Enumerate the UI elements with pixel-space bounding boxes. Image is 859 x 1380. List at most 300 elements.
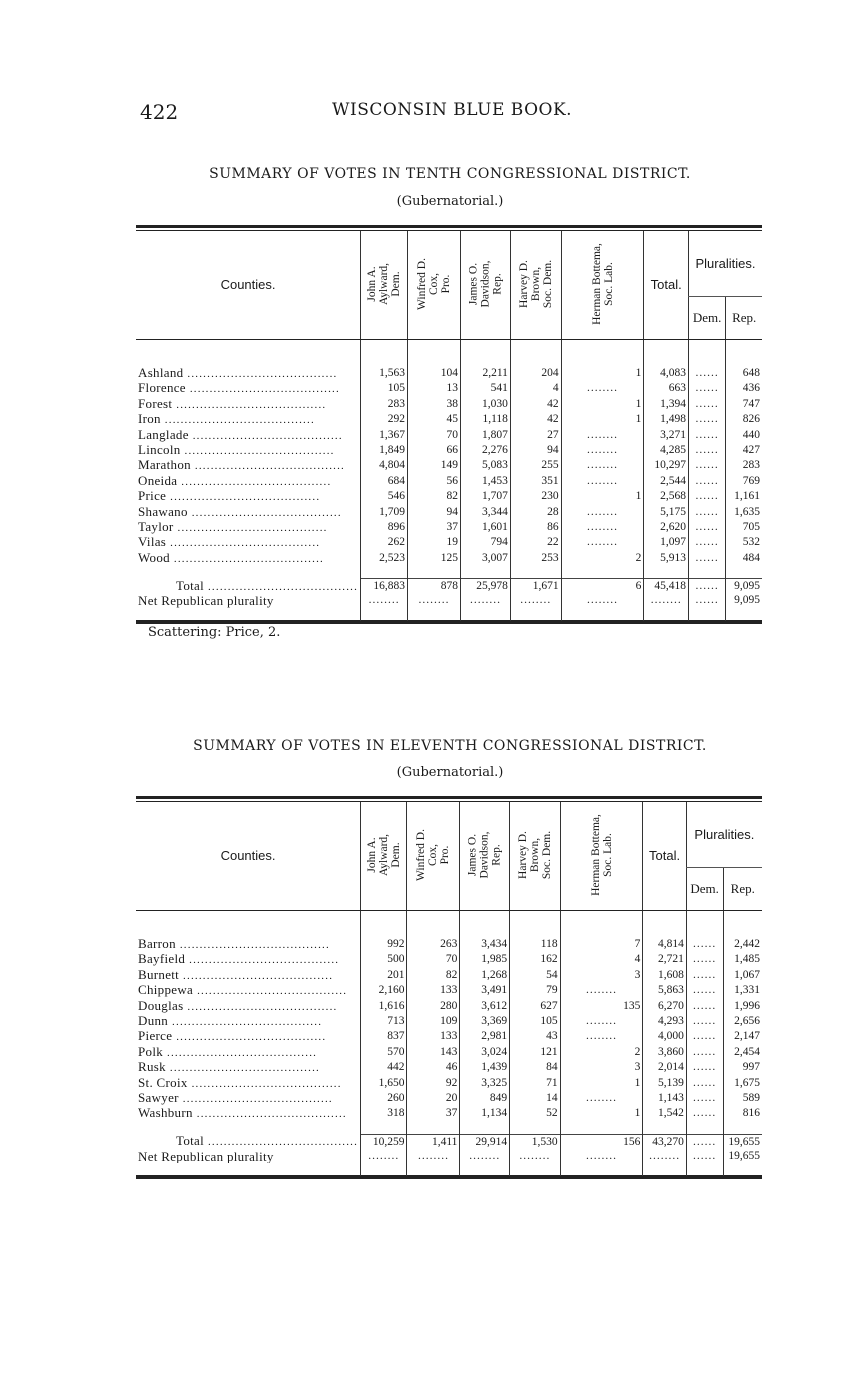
county-name: Ashland ..... xyxy=(136,366,361,381)
county-name: Wood ..... xyxy=(136,551,361,566)
candidate-name: Harvey D. Brown, Soc. Dem. xyxy=(517,260,554,309)
county-name: Forest ..... xyxy=(136,397,361,412)
cell-rep: 484 xyxy=(726,551,762,566)
cell-v4: 351 xyxy=(510,474,561,489)
cell-v1: 1,849 xyxy=(361,443,408,458)
cell-v5: ........ xyxy=(560,983,643,998)
cell-total: 4,000 xyxy=(643,1029,686,1044)
cell-v4: 204 xyxy=(510,366,561,381)
cell-v4: 42 xyxy=(510,412,561,427)
county-name: Bayfield ..... xyxy=(136,952,361,967)
cell-v1: 318 xyxy=(361,1106,407,1121)
cell-v1: ........ xyxy=(361,594,408,607)
cell-v5: ........ xyxy=(560,1150,643,1163)
cell-v1: 1,650 xyxy=(361,1076,407,1091)
cell-total: 43,270 xyxy=(643,1134,686,1149)
net-plurality-row xyxy=(136,1150,762,1163)
cell-v2: 46 xyxy=(407,1060,460,1075)
cell-v2: 13 xyxy=(408,381,461,396)
cell-v3: 2,211 xyxy=(460,366,510,381)
cell-v5: ........ xyxy=(561,428,644,443)
cell-v5: ........ xyxy=(561,443,644,458)
cell-v3: ........ xyxy=(460,594,510,607)
cell-v5: ........ xyxy=(561,505,644,520)
cell-rep: 1,675 xyxy=(723,1076,762,1091)
cell-rep: 2,147 xyxy=(723,1029,762,1044)
cell-v4: 121 xyxy=(510,1045,561,1060)
cell-v5: 1 xyxy=(560,1106,643,1121)
cell-v3: 2,981 xyxy=(460,1029,510,1044)
cell-v4: 230 xyxy=(510,489,561,504)
candidate-header-bottema xyxy=(561,231,644,340)
cell-total: 2,620 xyxy=(644,520,689,535)
county-name: Washburn ..... xyxy=(136,1106,361,1121)
cell-total: 3,860 xyxy=(643,1045,686,1060)
cell-v5: ........ xyxy=(560,1091,643,1106)
table-row xyxy=(136,397,762,412)
cell-total: 10,297 xyxy=(644,458,689,473)
cell-v1: 546 xyxy=(361,489,408,504)
cell-v1: 16,883 xyxy=(361,579,408,594)
county-name: Douglas ..... xyxy=(136,999,361,1014)
cell-v4: 14 xyxy=(510,1091,561,1106)
table-row xyxy=(136,999,762,1014)
cell-rep: 997 xyxy=(723,1060,762,1075)
cell-v3: 1,118 xyxy=(460,412,510,427)
cell-v2: 37 xyxy=(408,520,461,535)
cell-rep: 1,331 xyxy=(723,983,762,998)
cell-v1: 10,259 xyxy=(361,1134,407,1149)
cell-v5: ........ xyxy=(561,458,644,473)
cell-v2: 37 xyxy=(407,1106,460,1121)
cell-v5: 6 xyxy=(561,579,644,594)
cell-total: ........ xyxy=(643,1150,686,1163)
rep-plurality-header: Rep. xyxy=(723,867,762,910)
pluralities-header: Pluralities. xyxy=(688,231,762,297)
cell-rep: 769 xyxy=(726,474,762,489)
table-subtitle-tenth: (Gubernatorial.) xyxy=(396,194,504,209)
cell-dem: ...... xyxy=(688,520,725,535)
cell-dem: ...... xyxy=(688,474,725,489)
cell-v3: 25,978 xyxy=(460,579,510,594)
cell-v2: 70 xyxy=(407,952,460,967)
county-name: Burnett ..... xyxy=(136,968,361,983)
cell-v3: ........ xyxy=(460,1150,510,1163)
cell-rep: 589 xyxy=(723,1091,762,1106)
candidate-header-brown xyxy=(510,231,561,340)
cell-v1: 684 xyxy=(361,474,408,489)
cell-v4: 42 xyxy=(510,397,561,412)
page-number: 422 xyxy=(140,100,179,124)
table-row xyxy=(136,1076,762,1091)
cell-v1: 2,523 xyxy=(361,551,408,566)
cell-rep: 1,996 xyxy=(723,999,762,1014)
table-row xyxy=(136,489,762,504)
cell-rep: 705 xyxy=(726,520,762,535)
cell-v4: 28 xyxy=(510,505,561,520)
cell-rep: 2,656 xyxy=(723,1014,762,1029)
cell-total: 5,913 xyxy=(644,551,689,566)
candidate-header-cox xyxy=(408,231,461,340)
cell-v4: 86 xyxy=(510,520,561,535)
cell-v4: 1,671 xyxy=(510,579,561,594)
cell-dem: ...... xyxy=(688,489,725,504)
cell-dem: ...... xyxy=(688,443,725,458)
county-name: Taylor ..... xyxy=(136,520,361,535)
table-row xyxy=(136,1045,762,1060)
cell-dem: ...... xyxy=(688,505,725,520)
table-row xyxy=(136,1060,762,1075)
cell-v5: ........ xyxy=(560,1014,643,1029)
cell-total: 1,097 xyxy=(644,535,689,550)
cell-v1: 283 xyxy=(361,397,408,412)
table-row xyxy=(136,937,762,952)
table-row xyxy=(136,458,762,473)
tenth-district-rows xyxy=(136,340,762,623)
candidate-name: John A. Aylward, Dem. xyxy=(365,834,402,877)
county-name: Iron ..... xyxy=(136,412,361,427)
cell-rep: 9,095 xyxy=(726,594,762,607)
cell-v4: 255 xyxy=(510,458,561,473)
cell-total: 1,394 xyxy=(644,397,689,412)
cell-dem: ...... xyxy=(688,458,725,473)
cell-v3: 5,083 xyxy=(460,458,510,473)
table-row xyxy=(136,520,762,535)
eleventh-district-table xyxy=(136,796,762,1179)
cell-v4: 253 xyxy=(510,551,561,566)
cell-v2: 109 xyxy=(407,1014,460,1029)
cell-v3: 3,007 xyxy=(460,551,510,566)
cell-dem: ...... xyxy=(688,412,725,427)
cell-rep: 1,161 xyxy=(726,489,762,504)
cell-v1: 262 xyxy=(361,535,408,550)
cell-v2: 878 xyxy=(408,579,461,594)
cell-dem: ...... xyxy=(688,428,725,443)
cell-dem: ...... xyxy=(686,937,723,952)
cell-v3: 541 xyxy=(460,381,510,396)
cell-rep: 9,095 xyxy=(726,579,762,594)
cell-dem: ...... xyxy=(686,1045,723,1060)
cell-v4: 627 xyxy=(510,999,561,1014)
cell-v4: 22 xyxy=(510,535,561,550)
candidate-header-aylward xyxy=(361,231,408,340)
cell-rep: 436 xyxy=(726,381,762,396)
county-name: Florence ..... xyxy=(136,381,361,396)
cell-v4: 27 xyxy=(510,428,561,443)
counties-header: Counties. xyxy=(136,802,361,911)
table-row xyxy=(136,505,762,520)
row-label: Total ..... xyxy=(136,1134,361,1149)
cell-v4: ........ xyxy=(510,594,561,607)
cell-total: 1,542 xyxy=(643,1106,686,1121)
cell-v3: 1,453 xyxy=(460,474,510,489)
cell-v2: 70 xyxy=(408,428,461,443)
cell-v3: 849 xyxy=(460,1091,510,1106)
cell-v2: 92 xyxy=(407,1076,460,1091)
total-header: Total. xyxy=(643,802,686,911)
cell-total: 1,143 xyxy=(643,1091,686,1106)
table-row xyxy=(136,1029,762,1044)
cell-dem: ...... xyxy=(686,1091,723,1106)
county-name: Sawyer ..... xyxy=(136,1091,361,1106)
table-row xyxy=(136,412,762,427)
cell-v4: 71 xyxy=(510,1076,561,1091)
cell-v3: 3,344 xyxy=(460,505,510,520)
cell-v2: ........ xyxy=(408,594,461,607)
cell-v2: ........ xyxy=(407,1150,460,1163)
cell-v1: 292 xyxy=(361,412,408,427)
cell-dem: ...... xyxy=(686,1106,723,1121)
cell-dem: ...... xyxy=(688,381,725,396)
cell-v5: 3 xyxy=(560,968,643,983)
cell-v2: 19 xyxy=(408,535,461,550)
cell-v1: 1,367 xyxy=(361,428,408,443)
cell-rep: 532 xyxy=(726,535,762,550)
cell-v3: 1,707 xyxy=(460,489,510,504)
county-name: Lincoln ..... xyxy=(136,443,361,458)
county-name: Polk ..... xyxy=(136,1045,361,1060)
total-row xyxy=(136,579,762,594)
cell-v4: 94 xyxy=(510,443,561,458)
candidate-header-brown xyxy=(510,802,561,911)
candidate-name: James O. Davidson, Rep. xyxy=(466,831,503,879)
table-row xyxy=(136,366,762,381)
candidate-header-davidson xyxy=(460,231,510,340)
cell-v1: 570 xyxy=(361,1045,407,1060)
table-row xyxy=(136,968,762,983)
cell-rep: 2,454 xyxy=(723,1045,762,1060)
cell-total: 1,608 xyxy=(643,968,686,983)
cell-total: 4,083 xyxy=(644,366,689,381)
cell-total: 2,568 xyxy=(644,489,689,504)
table-row xyxy=(136,1014,762,1029)
county-name: Oneida ..... xyxy=(136,474,361,489)
cell-v3: 3,325 xyxy=(460,1076,510,1091)
cell-v3: 1,985 xyxy=(460,952,510,967)
table-row xyxy=(136,983,762,998)
cell-v5: ........ xyxy=(561,594,644,607)
cell-rep: 1,485 xyxy=(723,952,762,967)
cell-v1: 105 xyxy=(361,381,408,396)
cell-v4: 118 xyxy=(510,937,561,952)
cell-v4: 43 xyxy=(510,1029,561,1044)
cell-v1: ........ xyxy=(361,1150,407,1163)
cell-v1: 260 xyxy=(361,1091,407,1106)
cell-rep: 427 xyxy=(726,443,762,458)
cell-v3: 1,268 xyxy=(460,968,510,983)
cell-rep: 747 xyxy=(726,397,762,412)
table-row xyxy=(136,535,762,550)
cell-v5: 7 xyxy=(560,937,643,952)
county-name: Vilas ..... xyxy=(136,535,361,550)
cell-rep: 1,067 xyxy=(723,968,762,983)
table-row xyxy=(136,381,762,396)
cell-v4: 4 xyxy=(510,381,561,396)
cell-v2: 1,411 xyxy=(407,1134,460,1149)
candidate-name: Herman Bottema, Soc. Lab. xyxy=(589,814,614,897)
candidate-name: James O. Davidson, Rep. xyxy=(467,260,504,308)
cell-v5: 1 xyxy=(560,1076,643,1091)
cell-v1: 2,160 xyxy=(361,983,407,998)
cell-v2: 82 xyxy=(408,489,461,504)
cell-dem: ...... xyxy=(688,397,725,412)
cell-dem: ...... xyxy=(686,1150,723,1163)
cell-v2: 143 xyxy=(407,1045,460,1060)
cell-v4: 105 xyxy=(510,1014,561,1029)
cell-v2: 94 xyxy=(408,505,461,520)
cell-total: 5,175 xyxy=(644,505,689,520)
cell-dem: ...... xyxy=(686,1060,723,1075)
table-row xyxy=(136,474,762,489)
cell-dem: ...... xyxy=(688,535,725,550)
county-name: Price ..... xyxy=(136,489,361,504)
candidate-name: Winfred D. Cox, Pro. xyxy=(415,829,452,882)
cell-total: 45,418 xyxy=(644,579,689,594)
cell-v5: ........ xyxy=(561,474,644,489)
cell-v1: 201 xyxy=(361,968,407,983)
cell-v2: 133 xyxy=(407,983,460,998)
cell-dem: ...... xyxy=(686,968,723,983)
counties-header: Counties. xyxy=(136,231,361,340)
cell-v5: 1 xyxy=(561,412,644,427)
cell-v5: 2 xyxy=(560,1045,643,1060)
cell-v2: 133 xyxy=(407,1029,460,1044)
cell-v5: 4 xyxy=(560,952,643,967)
cell-v4: 52 xyxy=(510,1106,561,1121)
candidate-header-bottema xyxy=(560,802,643,911)
cell-v2: 38 xyxy=(408,397,461,412)
cell-v4: 79 xyxy=(510,983,561,998)
cell-dem: ...... xyxy=(686,999,723,1014)
cell-dem: ...... xyxy=(688,579,725,594)
cell-v1: 4,804 xyxy=(361,458,408,473)
table-row xyxy=(136,428,762,443)
cell-v5: 3 xyxy=(560,1060,643,1075)
cell-rep: 283 xyxy=(726,458,762,473)
cell-v5: ........ xyxy=(560,1029,643,1044)
cell-v2: 66 xyxy=(408,443,461,458)
county-name: Chippewa ..... xyxy=(136,983,361,998)
cell-total: 2,721 xyxy=(643,952,686,967)
cell-total: 3,271 xyxy=(644,428,689,443)
cell-v3: 29,914 xyxy=(460,1134,510,1149)
cell-v1: 500 xyxy=(361,952,407,967)
cell-dem: ...... xyxy=(686,1029,723,1044)
cell-v5: 1 xyxy=(561,489,644,504)
running-head: WISCONSIN BLUE BOOK. xyxy=(332,100,573,120)
cell-v3: 3,612 xyxy=(460,999,510,1014)
county-name: Rusk ..... xyxy=(136,1060,361,1075)
cell-v5: ........ xyxy=(561,535,644,550)
candidate-name: Herman Bottema, Soc. Lab. xyxy=(590,243,615,326)
cell-v3: 3,369 xyxy=(460,1014,510,1029)
row-label: Net Republican plurality xyxy=(138,1149,274,1164)
row-label: Net Republican plurality xyxy=(138,594,274,608)
pluralities-header: Pluralities. xyxy=(686,802,762,868)
candidate-header-aylward xyxy=(361,802,407,911)
cell-v1: 1,563 xyxy=(361,366,408,381)
cell-v5: 156 xyxy=(560,1134,643,1149)
cell-v2: 280 xyxy=(407,999,460,1014)
cell-v5: ........ xyxy=(561,381,644,396)
cell-dem: ...... xyxy=(686,952,723,967)
total-header: Total. xyxy=(644,231,689,340)
table-row xyxy=(136,1091,762,1106)
cell-v3: 1,807 xyxy=(460,428,510,443)
cell-dem: ...... xyxy=(688,366,725,381)
candidate-header-davidson xyxy=(460,802,510,911)
rep-plurality-header: Rep. xyxy=(726,296,762,339)
cell-v1: 837 xyxy=(361,1029,407,1044)
cell-dem: ...... xyxy=(686,1134,723,1149)
candidate-name: John A. Aylward, Dem. xyxy=(366,263,403,306)
cell-v3: 1,134 xyxy=(460,1106,510,1121)
cell-v4: ........ xyxy=(510,1150,561,1163)
cell-rep: 19,655 xyxy=(723,1134,762,1149)
cell-dem: ...... xyxy=(686,1076,723,1091)
cell-rep: 440 xyxy=(726,428,762,443)
county-name: Dunn ..... xyxy=(136,1014,361,1029)
cell-total: 1,498 xyxy=(644,412,689,427)
cell-total: 2,014 xyxy=(643,1060,686,1075)
cell-rep: 2,442 xyxy=(723,937,762,952)
county-name: Marathon ..... xyxy=(136,458,361,473)
row-label: Total ..... xyxy=(136,579,361,594)
cell-v3: 1,030 xyxy=(460,397,510,412)
table-title-eleventh: SUMMARY OF VOTES IN ELEVENTH CONGRESSIONAL DISTRICT. xyxy=(193,738,707,754)
cell-rep: 816 xyxy=(723,1106,762,1121)
table-row xyxy=(136,551,762,566)
cell-total: 4,293 xyxy=(643,1014,686,1029)
cell-v2: 82 xyxy=(407,968,460,983)
cell-v1: 896 xyxy=(361,520,408,535)
cell-v3: 794 xyxy=(460,535,510,550)
cell-total: ........ xyxy=(644,594,689,607)
cell-v4: 1,530 xyxy=(510,1134,561,1149)
county-name: Pierce ..... xyxy=(136,1029,361,1044)
cell-v1: 1,709 xyxy=(361,505,408,520)
cell-v5: 1 xyxy=(561,366,644,381)
cell-v2: 56 xyxy=(408,474,461,489)
cell-rep: 826 xyxy=(726,412,762,427)
cell-v3: 1,601 xyxy=(460,520,510,535)
cell-rep: 19,655 xyxy=(723,1150,762,1163)
dem-plurality-header: Dem. xyxy=(688,296,725,339)
cell-total: 4,814 xyxy=(643,937,686,952)
net-plurality-row xyxy=(136,594,762,607)
table-row xyxy=(136,1106,762,1121)
county-name: St. Croix ..... xyxy=(136,1076,361,1091)
cell-v1: 713 xyxy=(361,1014,407,1029)
cell-v4: 54 xyxy=(510,968,561,983)
cell-total: 4,285 xyxy=(644,443,689,458)
cell-total: 5,863 xyxy=(643,983,686,998)
county-name: Langlade ..... xyxy=(136,428,361,443)
cell-total: 6,270 xyxy=(643,999,686,1014)
cell-dem: ...... xyxy=(688,594,725,607)
cell-v5: ........ xyxy=(561,520,644,535)
cell-total: 5,139 xyxy=(643,1076,686,1091)
candidate-header-cox xyxy=(407,802,460,911)
dem-plurality-header: Dem. xyxy=(686,867,723,910)
eleventh-district-rows xyxy=(136,911,762,1178)
cell-total: 663 xyxy=(644,381,689,396)
cell-v2: 45 xyxy=(408,412,461,427)
cell-v2: 263 xyxy=(407,937,460,952)
total-row xyxy=(136,1134,762,1149)
candidate-name: Harvey D. Brown, Soc. Dem. xyxy=(516,831,553,880)
candidate-name: Winfred D. Cox, Pro. xyxy=(416,258,453,311)
